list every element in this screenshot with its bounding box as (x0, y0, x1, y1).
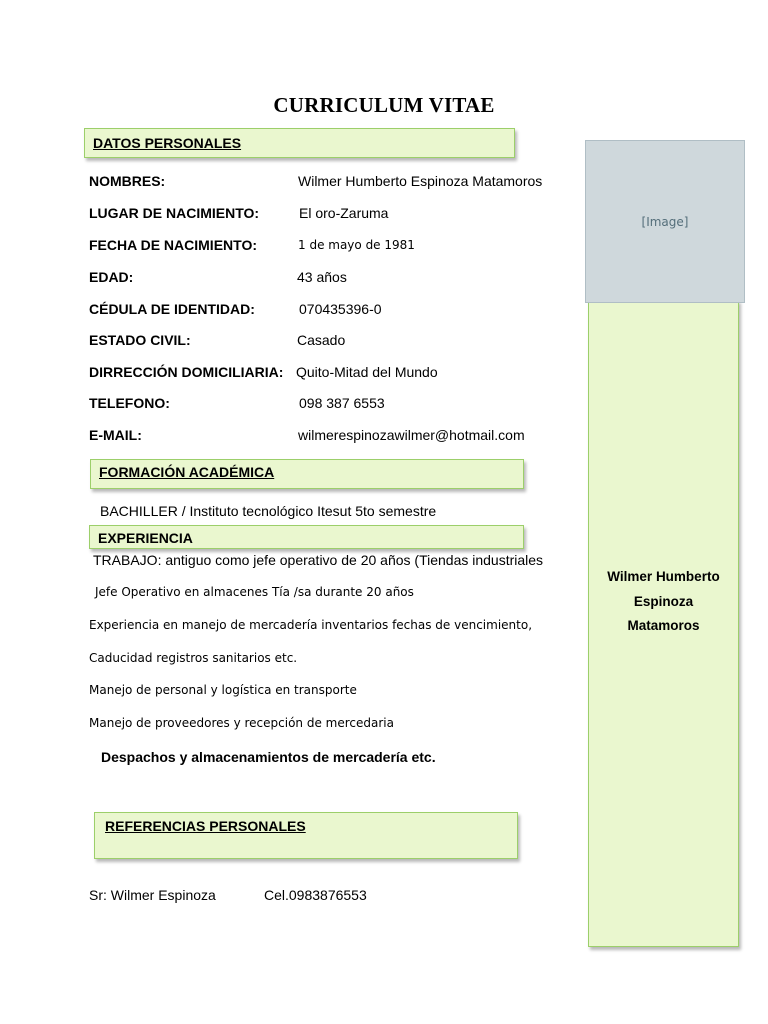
field-value: 098 387 6553 (299, 395, 385, 411)
field-label: DIRRECCIÓN DOMICILIARIA: (89, 364, 284, 380)
field-label: ESTADO CIVIL: (89, 332, 191, 348)
field-value: El oro-Zaruma (299, 205, 389, 221)
field-label: LUGAR DE NACIMIENTO: (89, 205, 260, 221)
field-value: 1 de mayo de 1981 (298, 238, 415, 252)
section-header-experience (89, 525, 524, 549)
section-header-personal (84, 128, 515, 158)
sidebar-name (588, 565, 739, 639)
sidebar-name-line3: Matamoros (627, 618, 700, 633)
field-value: Wilmer Humberto Espinoza Matamoros (298, 173, 543, 189)
field-label: NOMBRES: (89, 173, 166, 189)
profile-photo (585, 140, 745, 303)
reference-phone: Cel.0983876553 (264, 887, 367, 903)
section-label-references: REFERENCIAS PERSONALES (105, 818, 306, 834)
reference-name: Sr: Wilmer Espinoza (89, 887, 216, 903)
field-value: Quito-Mitad del Mundo (296, 364, 438, 380)
section-label-personal: DATOS PERSONALES (93, 135, 242, 151)
sidebar-name-line1: Wilmer Humberto (607, 569, 720, 584)
field-label: EDAD: (89, 269, 134, 285)
experience-line: Caducidad registros sanitarios etc. (89, 651, 298, 665)
field-value: Casado (297, 332, 346, 348)
field-label: E-MAIL: (89, 427, 142, 443)
experience-line: TRABAJO: antiguo como jefe operativo de 20 años (Tiendas industriales (93, 552, 544, 568)
section-header-references (94, 812, 518, 859)
field-label: FECHA DE NACIMIENTO: (89, 237, 257, 253)
experience-line-bold: Despachos y almacenamientos de mercadería etc. (101, 749, 436, 765)
field-label: CÉDULA DE IDENTIDAD: (89, 301, 255, 317)
experience-line: Manejo de proveedores y recepción de mercedaria (89, 716, 394, 730)
field-value: wilmerespinozawilmer@hotmail.com (298, 427, 525, 443)
image-placeholder: [Image] (585, 140, 745, 303)
section-label-experience: EXPERIENCIA (98, 530, 193, 546)
document-title: CURRICULUM VITAE (273, 93, 495, 117)
experience-line: Manejo de personal y logística en transporte (89, 683, 357, 697)
experience-line: Experiencia en manejo de mercadería inventarios fechas de vencimiento, (89, 618, 533, 632)
education-line: BACHILLER / Instituto tecnológico Itesut 5to semestre (100, 503, 437, 519)
field-value: 070435396-0 (299, 301, 382, 317)
section-label-education: FORMACIÓN ACADÉMICA (99, 464, 275, 480)
section-header-education (90, 459, 524, 489)
sidebar-name-line2: Espinoza (633, 593, 694, 609)
field-label: TELEFONO: (89, 395, 170, 411)
experience-line: Jefe Operativo en almacenes Tía /sa durante 20 años (95, 585, 414, 599)
field-value: 43 años (297, 269, 347, 285)
